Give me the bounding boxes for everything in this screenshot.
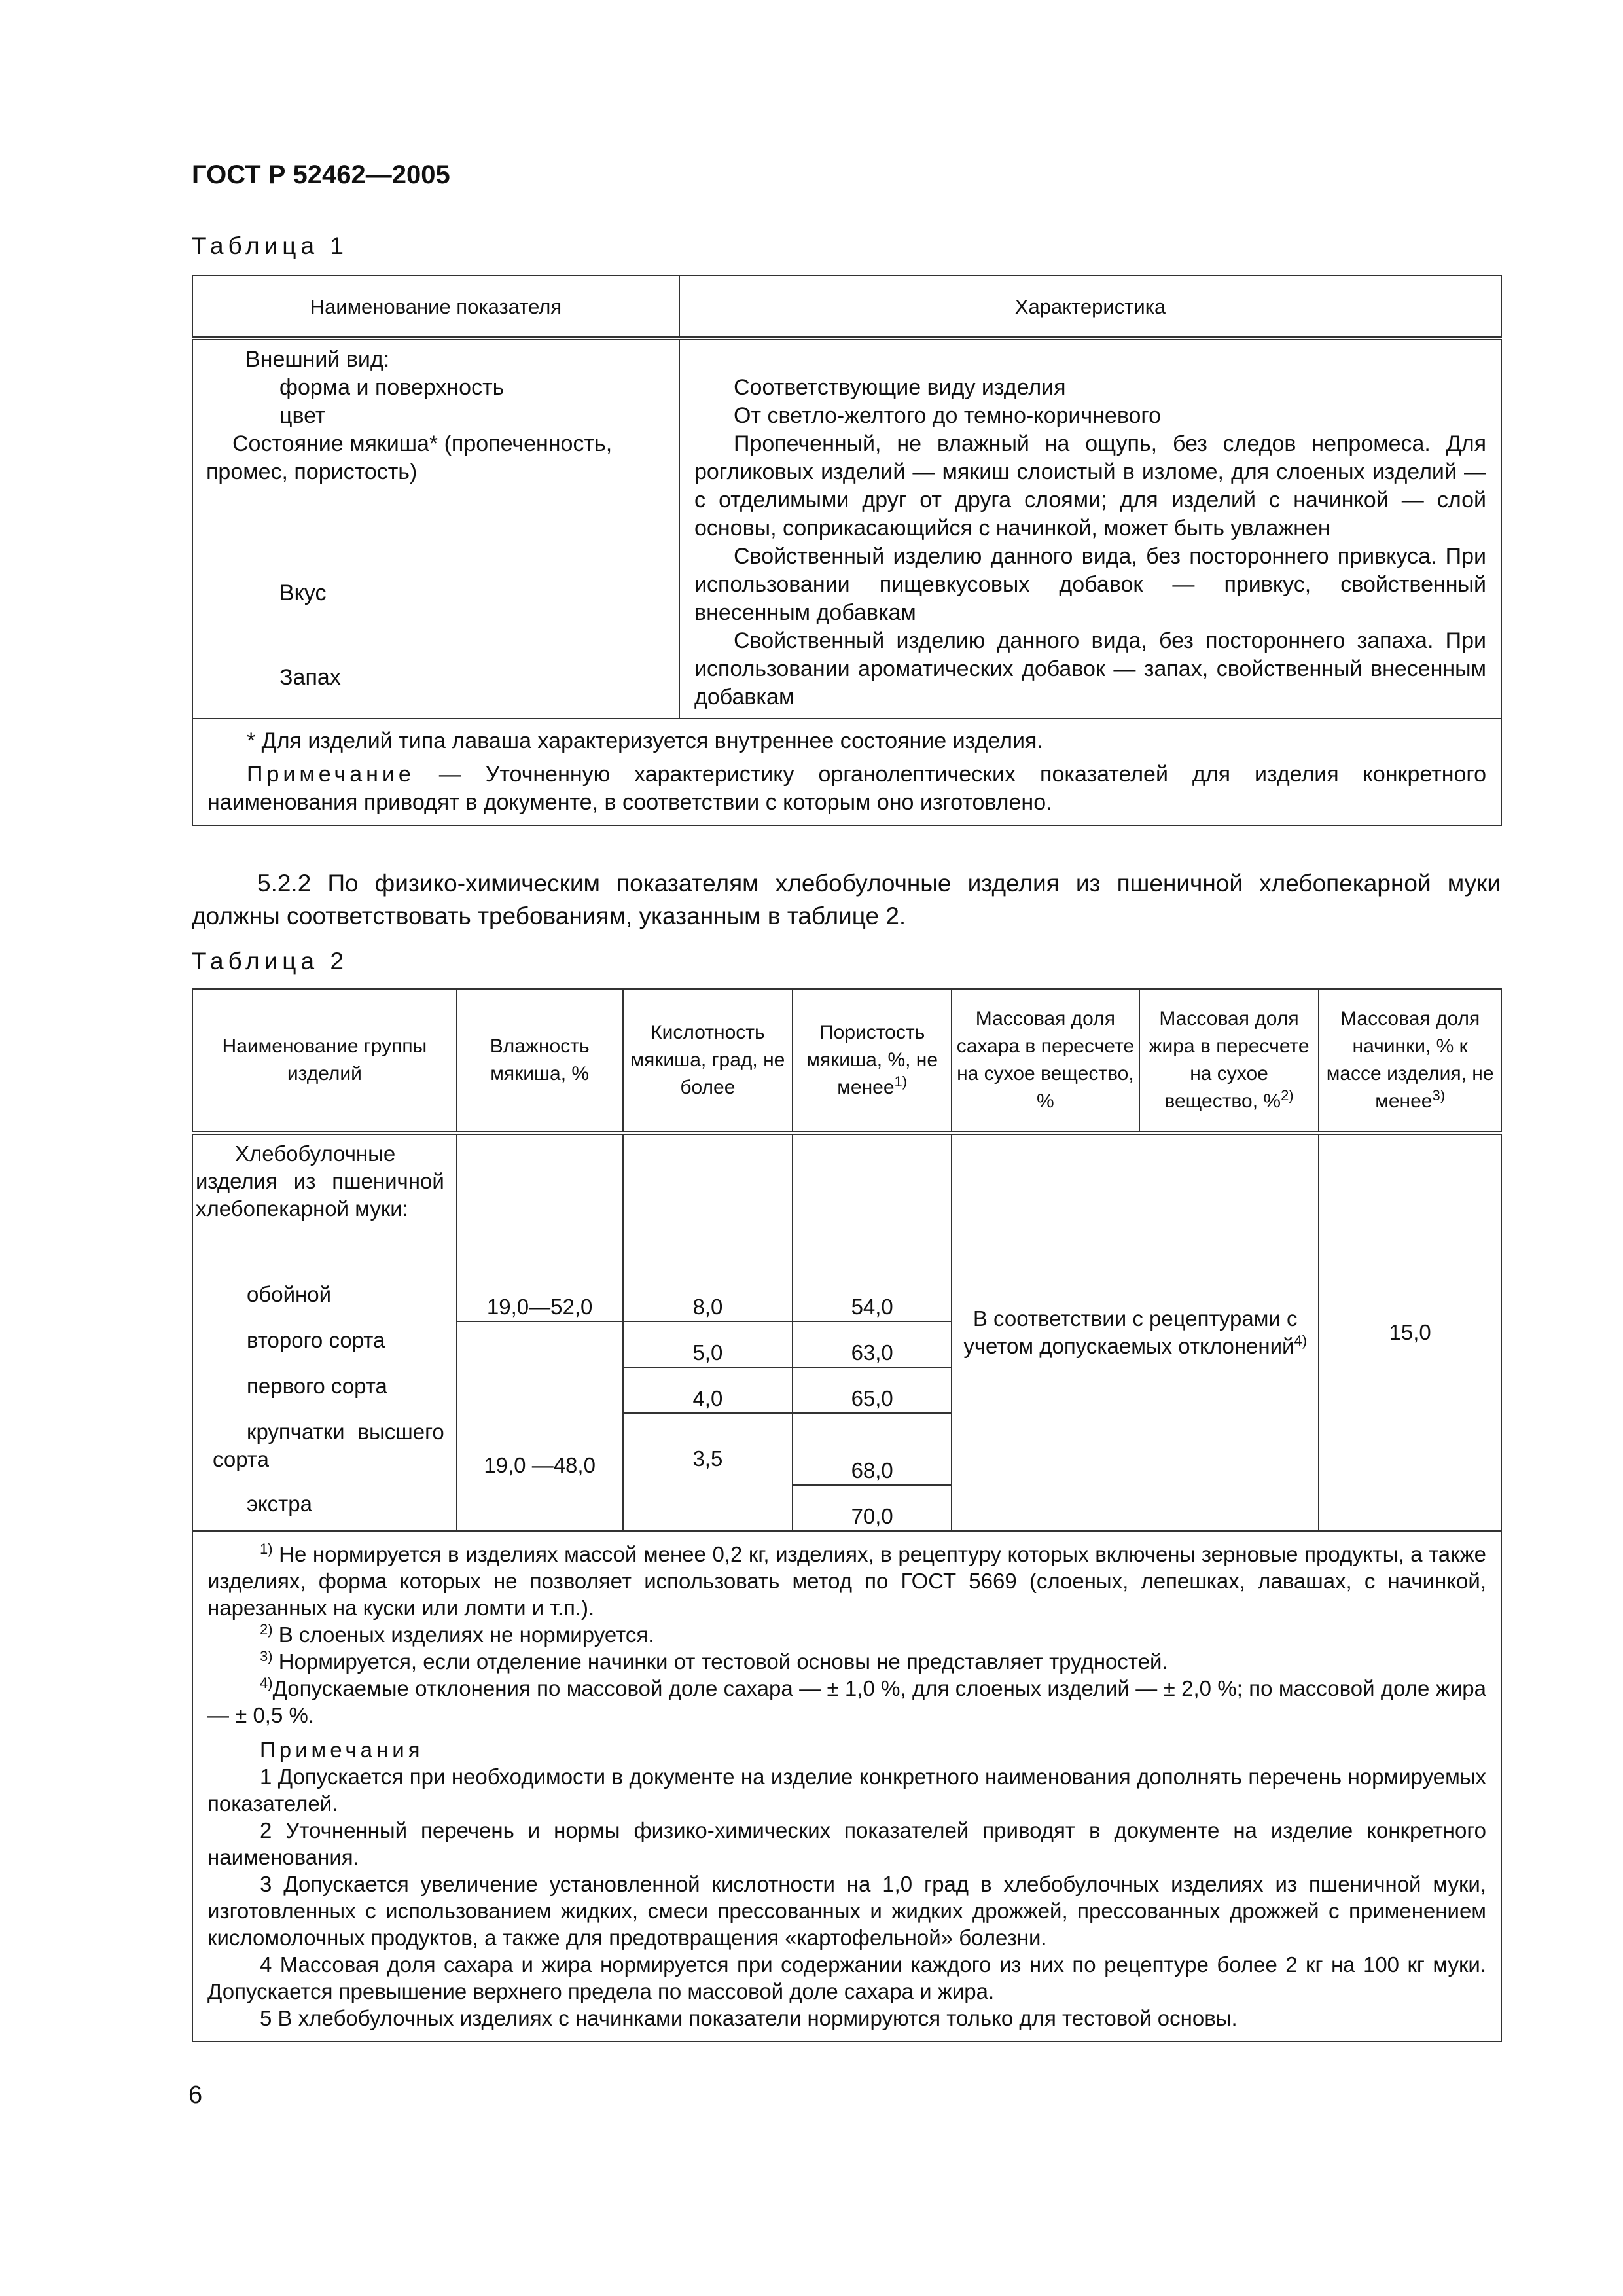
table1-notes-row bbox=[192, 719, 1501, 825]
table2-moisture-cell: 19,0—52,0 bbox=[457, 1276, 623, 1321]
form-label: форма и поверхность bbox=[279, 375, 505, 400]
table2-filling-cell: 15,0 bbox=[1319, 1133, 1501, 1531]
table2-col-moisture: Влажность мякиша, % bbox=[457, 989, 623, 1133]
table2-header-row bbox=[192, 989, 1501, 1133]
taste-label: Вкус bbox=[279, 581, 327, 605]
table2-notes-cell bbox=[192, 1531, 1501, 2041]
table2-row-name: первого сорта bbox=[192, 1367, 457, 1413]
table1-note-label: Примечание bbox=[247, 762, 415, 787]
taste-value: Свойственный изделию данного вида, без постороннего привкуса. При использовании пищевкусовых добавок — привкус, свойственный внесенным добавкам bbox=[694, 544, 1486, 625]
table2-notes-row bbox=[192, 1531, 1501, 2041]
table2-row-name: второго сорта bbox=[192, 1321, 457, 1367]
table2-note-5: 5 В хлебобулочных изделиях с начинками показатели нормируются только для тестовой основы. bbox=[260, 2006, 1238, 2030]
table2-footnote-2: $^{2)}$ В слоеных изделиях не нормируется. bbox=[260, 1621, 654, 1647]
table1-col-characteristic: Характеристика bbox=[679, 276, 1501, 338]
paragraph-text: 5.2.2 По физико-химическим показателям хлебобулочные изделия из пшеничной хлебопекарной муки должны соответствовать требованиям, указанным в таблице 2. bbox=[192, 870, 1501, 929]
table1 bbox=[192, 275, 1502, 826]
table2-col-group: Наименование группы изделий bbox=[192, 989, 457, 1133]
color-label: цвет bbox=[279, 403, 326, 428]
table2-col-sugar: Массовая доля сахара в пересчете на сухое вещество, % bbox=[952, 989, 1139, 1133]
table2-empty-cell bbox=[457, 1133, 623, 1276]
table1-note bbox=[207, 761, 1486, 817]
paragraph-5-2-2 bbox=[192, 867, 1501, 933]
table2-group-title: Хлебобулочные изделия из пшеничной хлебопекарной муки: bbox=[192, 1133, 457, 1276]
table2-porosity-cell: 65,0 bbox=[793, 1367, 952, 1413]
table2-sugar-fat-cell: В соответствии с рецептурами с учетом допускаемых отклонений$^{4)}$ bbox=[952, 1133, 1319, 1531]
appearance-label: Внешний вид: bbox=[245, 347, 390, 372]
document-header: ГОСТ Р 52462—2005 bbox=[192, 160, 450, 189]
table1-col-name: Наименование показателя bbox=[192, 276, 679, 338]
table2-porosity-cell: 54,0 bbox=[793, 1276, 952, 1321]
table1-indicators-cell bbox=[192, 338, 679, 719]
table2-footnote-1: $^{1)}$ Не нормируется в изделиях массой менее 0,2 кг, изделиях, в рецептуру которых включены зерновые продукты, а также изделиях, форма которых не позволяет использовать метод по ГОСТ 5669 (слоеных, лепешках, лавашах, с начинкой, нарезанных на куски или ломти и т.п.). bbox=[207, 1541, 1486, 1620]
crumb-label: Состояние мякиша* (пропеченность, промес, пористость) bbox=[206, 431, 613, 484]
table2-caption: Таблица 2 bbox=[192, 948, 348, 975]
table2-porosity-cell: 63,0 bbox=[793, 1321, 952, 1367]
smell-label: Запах bbox=[279, 665, 341, 690]
table2-notes-label: Примечания bbox=[260, 1738, 424, 1762]
table2-acidity-cell: 3,5 bbox=[623, 1413, 793, 1531]
table2 bbox=[192, 988, 1502, 2042]
table2-porosity-cell: 68,0 bbox=[793, 1413, 952, 1485]
table1-header-row bbox=[192, 276, 1501, 338]
table2-empty-cell bbox=[623, 1133, 793, 1276]
table2-acidity-cell: 5,0 bbox=[623, 1321, 793, 1367]
table2-empty-cell bbox=[793, 1133, 952, 1276]
table2-note-1: 1 Допускается при необходимости в документе на изделие конкретного наименования дополнять перечень нормируемых показателей. bbox=[207, 1765, 1486, 1816]
table1-characteristics-cell bbox=[679, 338, 1501, 719]
table1-note-text: — Уточненную характеристику органолептических показателей для изделия конкретного наименования приводят в документе, в соответствии с которым оно изготовлено. bbox=[207, 762, 1486, 815]
table2-row-name: обойной bbox=[192, 1276, 457, 1321]
table2-footnote-4: $^{4)}$Допускаемые отклонения по массовой доле сахара — ± 1,0 %, для слоеных изделий — ± 2,0 %; по массовой доле жира — ± 0,5 %. bbox=[207, 1675, 1486, 1727]
table2-note-2: 2 Уточненный перечень и нормы физико-химических показателей приводят в документе на изделие конкретного наименования. bbox=[207, 1818, 1486, 1869]
table2-col-porosity: Пористость мякиша, %, не менее$^{1)}$ bbox=[793, 989, 952, 1133]
table2-acidity-cell: 4,0 bbox=[623, 1367, 793, 1413]
table1-body-row bbox=[192, 338, 1501, 719]
table1-caption: Таблица 1 bbox=[192, 232, 348, 259]
table2-row-name: крупчатки высшего сорта bbox=[192, 1413, 457, 1485]
table2-col-filling: Массовая доля начинки, % к массе изделия, не менее$^{3)}$ bbox=[1319, 989, 1501, 1133]
table2-note-3: 3 Допускается увеличение установленной кислотности на 1,0 град в хлебобулочных изделиях из пшеничной муки, изготовленных с использованием жидких, смеси прессованных и жидких дрожжей, прессованных дрожжей с применением кисломолочных продуктов, а также для предотвращения «картофельной» болезни. bbox=[207, 1872, 1486, 1950]
table1-footnote: * Для изделий типа лаваша характеризуется внутреннее состояние изделия. bbox=[247, 728, 1043, 753]
table2-group-row bbox=[192, 1133, 1501, 1276]
table2-moisture-cell: 19,0 —48,0 bbox=[457, 1321, 623, 1531]
table1-notes-cell bbox=[192, 719, 1501, 825]
table2-col-acidity: Кислотность мякиша, град, не более bbox=[623, 989, 793, 1133]
smell-value: Свойственный изделию данного вида, без постороннего запаха. При использовании ароматических добавок — запах, свойственный внесенным добавкам bbox=[694, 628, 1486, 709]
table2-porosity-cell: 70,0 bbox=[793, 1485, 952, 1531]
crumb-value: Пропеченный, не влажный на ощупь, без следов непромеса. Для рогликовых изделий — мякиш слоистый в изломе, для слоеных изделий — с отделимыми друг от друга слоями; для изделий с начинкой — слой основы, соприкасающийся с начинкой, может быть увлажнен bbox=[694, 431, 1486, 541]
page-number: 6 bbox=[188, 2081, 203, 2109]
table2-acidity-cell: 8,0 bbox=[623, 1276, 793, 1321]
form-value: Соответствующие виду изделия bbox=[734, 375, 1066, 400]
table2-row-name: экстра bbox=[192, 1485, 457, 1531]
table2-note-4: 4 Массовая доля сахара и жира нормируется при содержании каждого из них по рецептуре более 2 кг на 100 кг муки. Допускается превышение верхнего предела по массовой доле сахара и жира. bbox=[207, 1952, 1486, 2003]
table2-footnote-3: $^{3)}$ Нормируется, если отделение начинки от тестовой основы не представляет трудностей. bbox=[260, 1648, 1168, 1674]
table2-col-fat: Массовая доля жира в пересчете на сухое вещество, %$^{2)}$ bbox=[1139, 989, 1319, 1133]
color-value: От светло-желтого до темно-коричневого bbox=[734, 403, 1161, 428]
